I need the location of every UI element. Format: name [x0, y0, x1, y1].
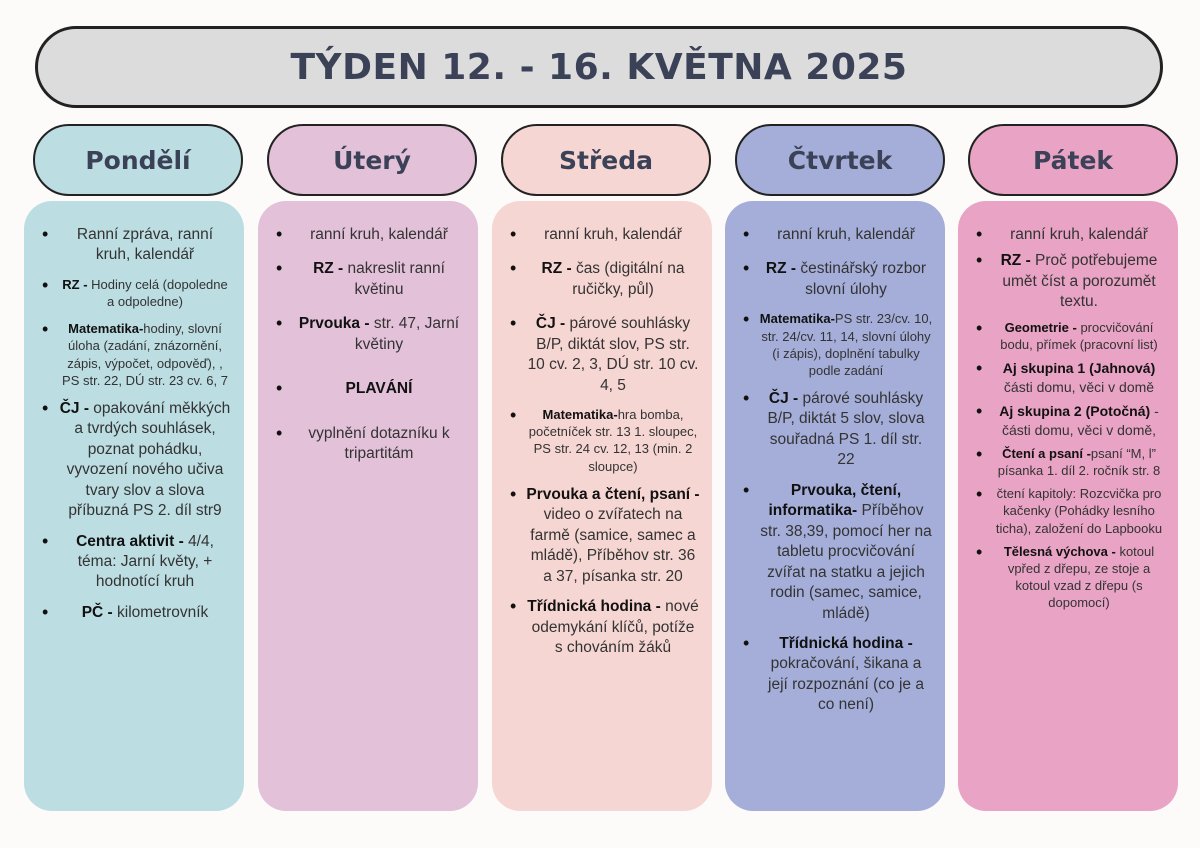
list-item: • Třídnická hodina - nové odemykání klíčů, potíže s chováním žáků — [500, 597, 704, 658]
activity-list — [32, 225, 236, 623]
day-name: Pondělí — [85, 145, 191, 175]
list-item: • PLAVÁNÍ — [266, 379, 470, 399]
list-item: • ČJ - párové souhlásky B/P, diktát 5 slov, slova souřadná PS 1. díl str. 22 — [733, 389, 937, 471]
page-title: TÝDEN 12. - 16. KVĚTNA 2025 — [290, 46, 908, 88]
list-item: • Centra aktivit - 4/4, téma: Jarní květy, + hodnotící kruh — [32, 532, 236, 593]
day-header-utery — [267, 124, 477, 196]
day-header-ctvrtek — [735, 124, 945, 196]
list-item: • Čtení a psaní -psaní “M, l” písanka 1. díl 2. ročník str. 8 — [966, 445, 1170, 479]
list-item: • RZ - Hodiny celá (dopoledne a odpoledne) — [32, 276, 236, 310]
list-item: • Matematika-hodiny, slovní úloha (zadání, znázornění, zápis, výpočet, odpověď), , PS str. 22, DÚ str. 23 cv. 6, 7 — [32, 320, 236, 389]
day-name: Středa — [558, 145, 653, 175]
list-item: • Prvouka a čtení, psaní - video o zvířatech na farmě (samice, samec a mládě), Příběhov str. 36 a 37, písanka str. 20 — [500, 485, 704, 587]
list-item: • Matematika-hra bomba, početníček str. 13 1. sloupec, PS str. 24 cv. 12, 13 (min. 2 sloupce) — [500, 406, 704, 475]
list-item: • RZ - čestinářský rozbor slovní úlohy — [733, 259, 937, 300]
day-name: Úterý — [333, 145, 411, 175]
day-column-ctvrtek — [725, 201, 945, 811]
list-item: • PČ - kilometrovník — [32, 603, 236, 623]
day-header-patek — [968, 124, 1178, 196]
list-item: • Třídnická hodina - pokračování, šikana a její rozpoznání (co je a co není) — [733, 634, 937, 716]
list-item: • vyplnění dotazníku k tripartitám — [266, 424, 470, 465]
activity-list — [966, 225, 1170, 611]
list-item: • Matematika-PS str. 23/cv. 10, str. 24/cv. 11, 14, slovní úlohy (i zápis), doplnění tabulky podle zadání — [733, 310, 937, 379]
list-item: • ČJ - párové souhlásky B/P, diktát slov, PS str. 10 cv. 2, 3, DÚ str. 10 cv. 4, 5 — [500, 314, 704, 396]
list-item: • RZ - čas (digitální na ručičky, půl) — [500, 259, 704, 300]
list-item: • RZ - nakreslit ranní květinu — [266, 259, 470, 300]
activity-list — [733, 225, 937, 716]
list-item: • ranní kruh, kalendář — [966, 225, 1170, 245]
list-item: • Tělesná výchova - kotoul vpřed z dřepu, ze stoje a kotoul vzad z dřepu (s dopomocí) — [966, 543, 1170, 612]
list-item: • ranní kruh, kalendář — [733, 225, 937, 245]
day-name: Pátek — [1032, 145, 1114, 175]
activity-list — [266, 225, 470, 465]
list-item: • ranní kruh, kalendář — [500, 225, 704, 245]
list-item: • Ranní zpráva, ranní kruh, kalendář — [32, 225, 236, 266]
day-name: Čtvrtek — [787, 145, 893, 175]
activity-list — [500, 225, 704, 658]
day-column-patek — [958, 201, 1178, 811]
list-item: • RZ - Proč potřebujeme umět číst a porozumět textu. — [966, 251, 1170, 312]
list-item: • čtení kapitoly: Rozcvička pro kačenky (Pohádky lesního ticha), založení do Lapbooku — [966, 485, 1170, 536]
day-header-pondeli — [33, 124, 243, 196]
list-item: • ČJ - opakování měkkých a tvrdých souhlásek, poznat pohádku, vyvození nového učiva tvary slov a slova příbuzná PS 2. díl str9 — [32, 399, 236, 522]
day-header-streda — [501, 124, 711, 196]
list-item: • ranní kruh, kalendář — [266, 225, 470, 245]
list-item: • Aj skupina 1 (Jahnová) části domu, věci v domě — [966, 359, 1170, 396]
day-column-utery — [258, 201, 478, 811]
title-banner — [35, 26, 1163, 108]
day-column-pondeli — [24, 201, 244, 811]
list-item: • Prvouka - str. 47, Jarní květiny — [266, 314, 470, 355]
list-item: • Aj skupina 2 (Potočná) - části domu, věci v domě, — [966, 402, 1170, 439]
list-item: • Prvouka, čtení, informatika- Příběhov str. 38,39, pomocí her na tabletu procvičování zvířat na statku a jejich rodin (samec, samice, mládě) — [733, 481, 937, 624]
day-column-streda — [492, 201, 712, 811]
list-item: • Geometrie - procvičování bodu, přímek (pracovní list) — [966, 319, 1170, 353]
